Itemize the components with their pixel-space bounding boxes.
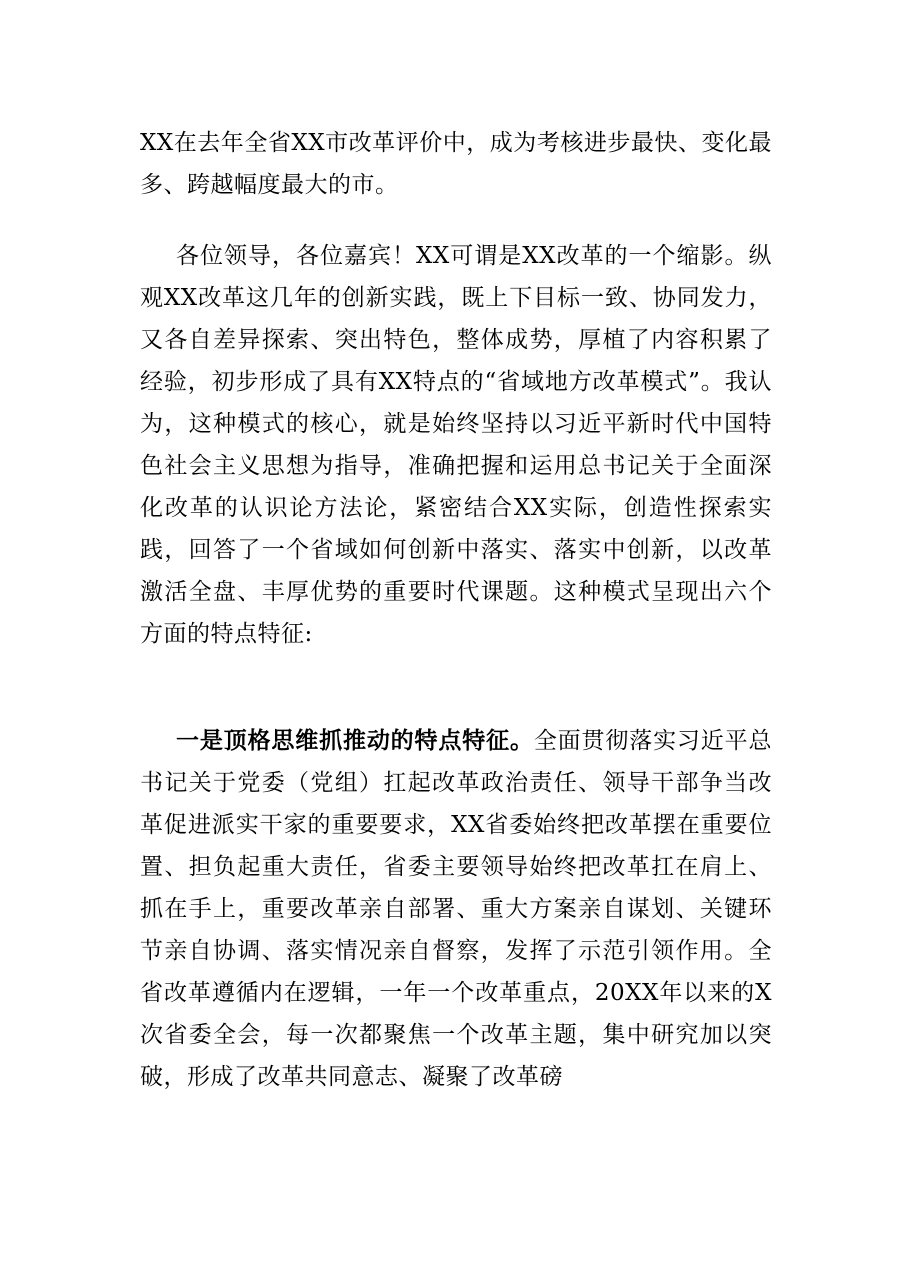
paragraph-lead-heading: 一是顶格思维抓推动的特点特征。 [176, 727, 534, 754]
paragraph-reform-model [140, 235, 772, 655]
paragraph-text: XX在去年全省XX市改革评价中，成为考核进步最快、变化最多、跨越幅度最大的市。 [140, 130, 772, 198]
paragraph-reform-evaluation [140, 122, 772, 206]
paragraph-text: 各位领导，各位嘉宾！XX可谓是XX改革的一个缩影。纵观XX改革这几年的创新实践，既上下目标一致、协同发力，又各自差异探索、突出特色，整体成势，厚植了内容积累了经验，初步形成了具有XX特点的“省域地方改革模式”。我认为，这种模式的核心，就是始终坚持以习近平新时代中国特色社会主义思想为指导，准确把握和运用总书记关于全面深化改革的认识论方法论，紧密结合XX实际，创造性探索实践，回答了一个省域如何创新中落实、落实中创新，以改革激活全盘、丰厚优势的重要时代课题。这种模式呈现出六个方面的特点特征: [140, 243, 772, 647]
paragraph-text: 全面贯彻落实习近平总书记关于党委（党组）扛起改革政治责任、领导干部争当改革促进派实干家的重要要求，XX省委始终把改革摆在重要位置、担负起重大责任，省委主要领导始终把改革扛在肩上、抓在手上，重要改革亲自部署、重大方案亲自谋划、关键环节亲自协调、落实情况亲自督察，发挥了示范引领作用。全省改革遵循内在逻辑，一年一个改革重点，20XX年以来的X次省委全会，每一次都聚焦一个改革主题，集中研究加以突破，形成了改革共同意志、凝聚了改革磅 [140, 728, 773, 1090]
paragraph-first-feature [140, 720, 772, 1098]
